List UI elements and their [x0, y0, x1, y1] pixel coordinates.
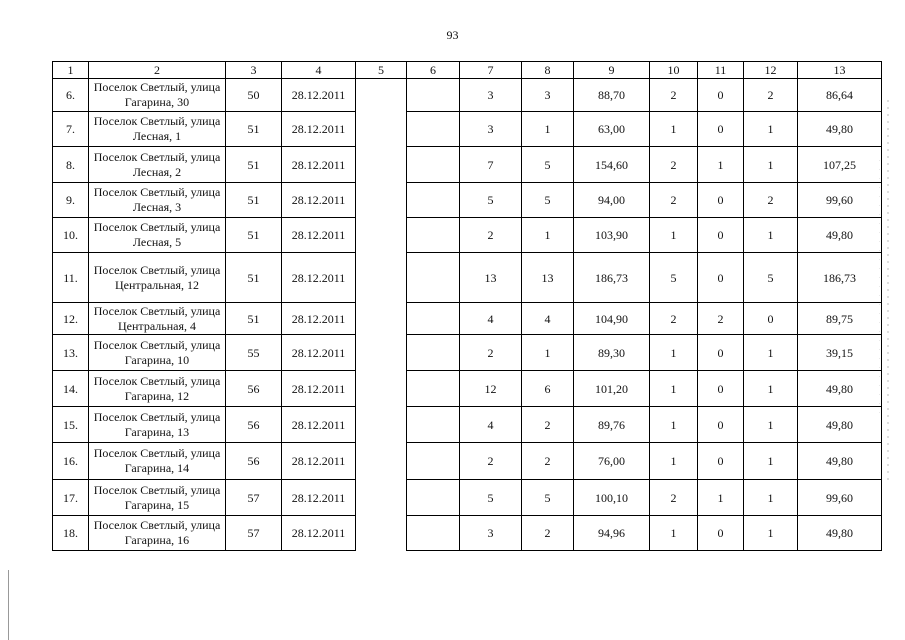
- col5-cell: [356, 303, 407, 335]
- col12-cell: 2: [744, 183, 798, 218]
- column-header: 11: [698, 62, 744, 79]
- col5-cell: [356, 371, 407, 407]
- col13-cell: 49,80: [798, 443, 882, 480]
- row-number-cell: 9.: [53, 183, 89, 218]
- row-number-cell: 17.: [53, 480, 89, 516]
- scan-margin-line: [8, 570, 9, 640]
- col3-cell: 51: [226, 303, 282, 335]
- date-cell: 28.12.2011: [282, 303, 356, 335]
- col6-cell: [407, 443, 460, 480]
- column-header: 13: [798, 62, 882, 79]
- col3-cell: 55: [226, 335, 282, 371]
- address-cell: Поселок Светлый, улица Лесная, 2: [89, 147, 226, 183]
- col5-cell: [356, 480, 407, 516]
- col5-cell: [356, 516, 407, 551]
- column-header: 8: [522, 62, 574, 79]
- column-header: 9: [574, 62, 650, 79]
- area-cell: 101,20: [574, 371, 650, 407]
- col12-cell: 1: [744, 147, 798, 183]
- area-cell: 88,70: [574, 79, 650, 112]
- date-cell: 28.12.2011: [282, 218, 356, 253]
- row-number-cell: 10.: [53, 218, 89, 253]
- table-row: [53, 516, 882, 551]
- col8-cell: 5: [522, 480, 574, 516]
- row-number-cell: 13.: [53, 335, 89, 371]
- col6-cell: [407, 480, 460, 516]
- col8-cell: 4: [522, 303, 574, 335]
- col12-cell: 2: [744, 79, 798, 112]
- col13-cell: 86,64: [798, 79, 882, 112]
- date-cell: 28.12.2011: [282, 480, 356, 516]
- col6-cell: [407, 79, 460, 112]
- row-number-cell: 18.: [53, 516, 89, 551]
- column-header: 7: [460, 62, 522, 79]
- scan-artifact: [887, 100, 889, 480]
- area-cell: 100,10: [574, 480, 650, 516]
- col11-cell: 0: [698, 407, 744, 443]
- table-row: [53, 253, 882, 303]
- col10-cell: 1: [650, 112, 698, 147]
- scan-artifact: [879, 160, 880, 420]
- col6-cell: [407, 253, 460, 303]
- col5-cell: [356, 443, 407, 480]
- table-row: [53, 147, 882, 183]
- date-cell: 28.12.2011: [282, 516, 356, 551]
- col7-cell: 12: [460, 371, 522, 407]
- col10-cell: 1: [650, 443, 698, 480]
- col11-cell: 0: [698, 443, 744, 480]
- col11-cell: 1: [698, 480, 744, 516]
- col5-cell: [356, 183, 407, 218]
- col7-cell: 3: [460, 516, 522, 551]
- table-row: [53, 443, 882, 480]
- col3-cell: 51: [226, 183, 282, 218]
- col13-cell: 89,75: [798, 303, 882, 335]
- col7-cell: 2: [460, 218, 522, 253]
- col11-cell: 1: [698, 147, 744, 183]
- date-cell: 28.12.2011: [282, 79, 356, 112]
- col10-cell: 1: [650, 371, 698, 407]
- table-row: [53, 112, 882, 147]
- row-number-cell: 8.: [53, 147, 89, 183]
- col7-cell: 13: [460, 253, 522, 303]
- row-number-cell: 16.: [53, 443, 89, 480]
- col5-cell: [356, 218, 407, 253]
- col5-cell: [356, 112, 407, 147]
- col7-cell: 3: [460, 79, 522, 112]
- col6-cell: [407, 112, 460, 147]
- col11-cell: 0: [698, 253, 744, 303]
- date-cell: 28.12.2011: [282, 147, 356, 183]
- col6-cell: [407, 516, 460, 551]
- col8-cell: 2: [522, 407, 574, 443]
- col7-cell: 5: [460, 183, 522, 218]
- col10-cell: 2: [650, 79, 698, 112]
- col13-cell: 107,25: [798, 147, 882, 183]
- address-cell: Поселок Светлый, улица Гагарина, 16: [89, 516, 226, 551]
- address-cell: Поселок Светлый, улица Гагарина, 15: [89, 480, 226, 516]
- date-cell: 28.12.2011: [282, 183, 356, 218]
- area-cell: 94,00: [574, 183, 650, 218]
- area-cell: 63,00: [574, 112, 650, 147]
- col7-cell: 4: [460, 303, 522, 335]
- col7-cell: 4: [460, 407, 522, 443]
- col13-cell: 49,80: [798, 112, 882, 147]
- col11-cell: 0: [698, 371, 744, 407]
- col6-cell: [407, 303, 460, 335]
- address-cell: Поселок Светлый, улица Гагарина, 13: [89, 407, 226, 443]
- column-header: 10: [650, 62, 698, 79]
- column-header: 12: [744, 62, 798, 79]
- col13-cell: 186,73: [798, 253, 882, 303]
- table-row: [53, 183, 882, 218]
- col8-cell: 5: [522, 183, 574, 218]
- row-number-cell: 15.: [53, 407, 89, 443]
- col3-cell: 56: [226, 407, 282, 443]
- col6-cell: [407, 147, 460, 183]
- col7-cell: 2: [460, 443, 522, 480]
- col3-cell: 51: [226, 112, 282, 147]
- table-row: [53, 371, 882, 407]
- area-cell: 103,90: [574, 218, 650, 253]
- date-cell: 28.12.2011: [282, 112, 356, 147]
- col12-cell: 1: [744, 335, 798, 371]
- col13-cell: 99,60: [798, 480, 882, 516]
- table-row: [53, 335, 882, 371]
- table-row: [53, 407, 882, 443]
- col5-cell: [356, 253, 407, 303]
- row-number-cell: 7.: [53, 112, 89, 147]
- col5-cell: [356, 147, 407, 183]
- table-row: [53, 480, 882, 516]
- col8-cell: 2: [522, 443, 574, 480]
- col12-cell: 1: [744, 371, 798, 407]
- col12-cell: 1: [744, 480, 798, 516]
- address-cell: Поселок Светлый, улица Лесная, 3: [89, 183, 226, 218]
- col10-cell: 1: [650, 407, 698, 443]
- col3-cell: 51: [226, 253, 282, 303]
- col6-cell: [407, 407, 460, 443]
- col3-cell: 56: [226, 371, 282, 407]
- address-cell: Поселок Светлый, улица Гагарина, 30: [89, 79, 226, 112]
- col13-cell: 49,80: [798, 371, 882, 407]
- col11-cell: 0: [698, 335, 744, 371]
- address-cell: Поселок Светлый, улица Центральная, 4: [89, 303, 226, 335]
- area-cell: 89,76: [574, 407, 650, 443]
- col6-cell: [407, 183, 460, 218]
- address-cell: Поселок Светлый, улица Гагарина, 10: [89, 335, 226, 371]
- col7-cell: 2: [460, 335, 522, 371]
- col8-cell: 2: [522, 516, 574, 551]
- date-cell: 28.12.2011: [282, 371, 356, 407]
- col13-cell: 49,80: [798, 516, 882, 551]
- date-cell: 28.12.2011: [282, 253, 356, 303]
- col12-cell: 1: [744, 407, 798, 443]
- column-header: 4: [282, 62, 356, 79]
- address-cell: Поселок Светлый, улица Центральная, 12: [89, 253, 226, 303]
- address-cell: Поселок Светлый, улица Гагарина, 12: [89, 371, 226, 407]
- col13-cell: 39,15: [798, 335, 882, 371]
- row-number-cell: 11.: [53, 253, 89, 303]
- page-number: 93: [446, 28, 459, 42]
- col11-cell: 0: [698, 79, 744, 112]
- column-number-header-row: [53, 62, 882, 79]
- housing-registry-table: [52, 61, 882, 551]
- col5-cell: [356, 79, 407, 112]
- col10-cell: 2: [650, 147, 698, 183]
- address-cell: Поселок Светлый, улица Гагарина, 14: [89, 443, 226, 480]
- col6-cell: [407, 335, 460, 371]
- col12-cell: 1: [744, 112, 798, 147]
- col12-cell: 1: [744, 516, 798, 551]
- col10-cell: 1: [650, 516, 698, 551]
- column-header: 5: [356, 62, 407, 79]
- col13-cell: 49,80: [798, 218, 882, 253]
- address-cell: Поселок Светлый, улица Лесная, 5: [89, 218, 226, 253]
- col12-cell: 5: [744, 253, 798, 303]
- col8-cell: 13: [522, 253, 574, 303]
- col11-cell: 0: [698, 516, 744, 551]
- col11-cell: 2: [698, 303, 744, 335]
- col12-cell: 0: [744, 303, 798, 335]
- col8-cell: 1: [522, 335, 574, 371]
- col13-cell: 49,80: [798, 407, 882, 443]
- area-cell: 94,96: [574, 516, 650, 551]
- col12-cell: 1: [744, 218, 798, 253]
- col3-cell: 56: [226, 443, 282, 480]
- col3-cell: 57: [226, 516, 282, 551]
- table-body: [53, 79, 882, 551]
- column-header: 6: [407, 62, 460, 79]
- table-row: [53, 218, 882, 253]
- area-cell: 104,90: [574, 303, 650, 335]
- col8-cell: 3: [522, 79, 574, 112]
- column-header: 3: [226, 62, 282, 79]
- col11-cell: 0: [698, 218, 744, 253]
- col6-cell: [407, 371, 460, 407]
- row-number-cell: 12.: [53, 303, 89, 335]
- col10-cell: 1: [650, 218, 698, 253]
- col10-cell: 2: [650, 303, 698, 335]
- area-cell: 186,73: [574, 253, 650, 303]
- address-cell: Поселок Светлый, улица Лесная, 1: [89, 112, 226, 147]
- col7-cell: 3: [460, 112, 522, 147]
- col3-cell: 51: [226, 218, 282, 253]
- column-header: 1: [53, 62, 89, 79]
- col7-cell: 7: [460, 147, 522, 183]
- area-cell: 154,60: [574, 147, 650, 183]
- col13-cell: 99,60: [798, 183, 882, 218]
- date-cell: 28.12.2011: [282, 407, 356, 443]
- col5-cell: [356, 407, 407, 443]
- col10-cell: 5: [650, 253, 698, 303]
- col10-cell: 2: [650, 183, 698, 218]
- area-cell: 89,30: [574, 335, 650, 371]
- col5-cell: [356, 335, 407, 371]
- col11-cell: 0: [698, 183, 744, 218]
- col12-cell: 1: [744, 443, 798, 480]
- col10-cell: 2: [650, 480, 698, 516]
- table-row: [53, 79, 882, 112]
- col3-cell: 57: [226, 480, 282, 516]
- col11-cell: 0: [698, 112, 744, 147]
- date-cell: 28.12.2011: [282, 443, 356, 480]
- table-row: [53, 303, 882, 335]
- date-cell: 28.12.2011: [282, 335, 356, 371]
- col8-cell: 1: [522, 112, 574, 147]
- col3-cell: 51: [226, 147, 282, 183]
- row-number-cell: 14.: [53, 371, 89, 407]
- col3-cell: 50: [226, 79, 282, 112]
- col7-cell: 5: [460, 480, 522, 516]
- column-header: 2: [89, 62, 226, 79]
- col8-cell: 1: [522, 218, 574, 253]
- col8-cell: 5: [522, 147, 574, 183]
- col10-cell: 1: [650, 335, 698, 371]
- row-number-cell: 6.: [53, 79, 89, 112]
- col8-cell: 6: [522, 371, 574, 407]
- col6-cell: [407, 218, 460, 253]
- area-cell: 76,00: [574, 443, 650, 480]
